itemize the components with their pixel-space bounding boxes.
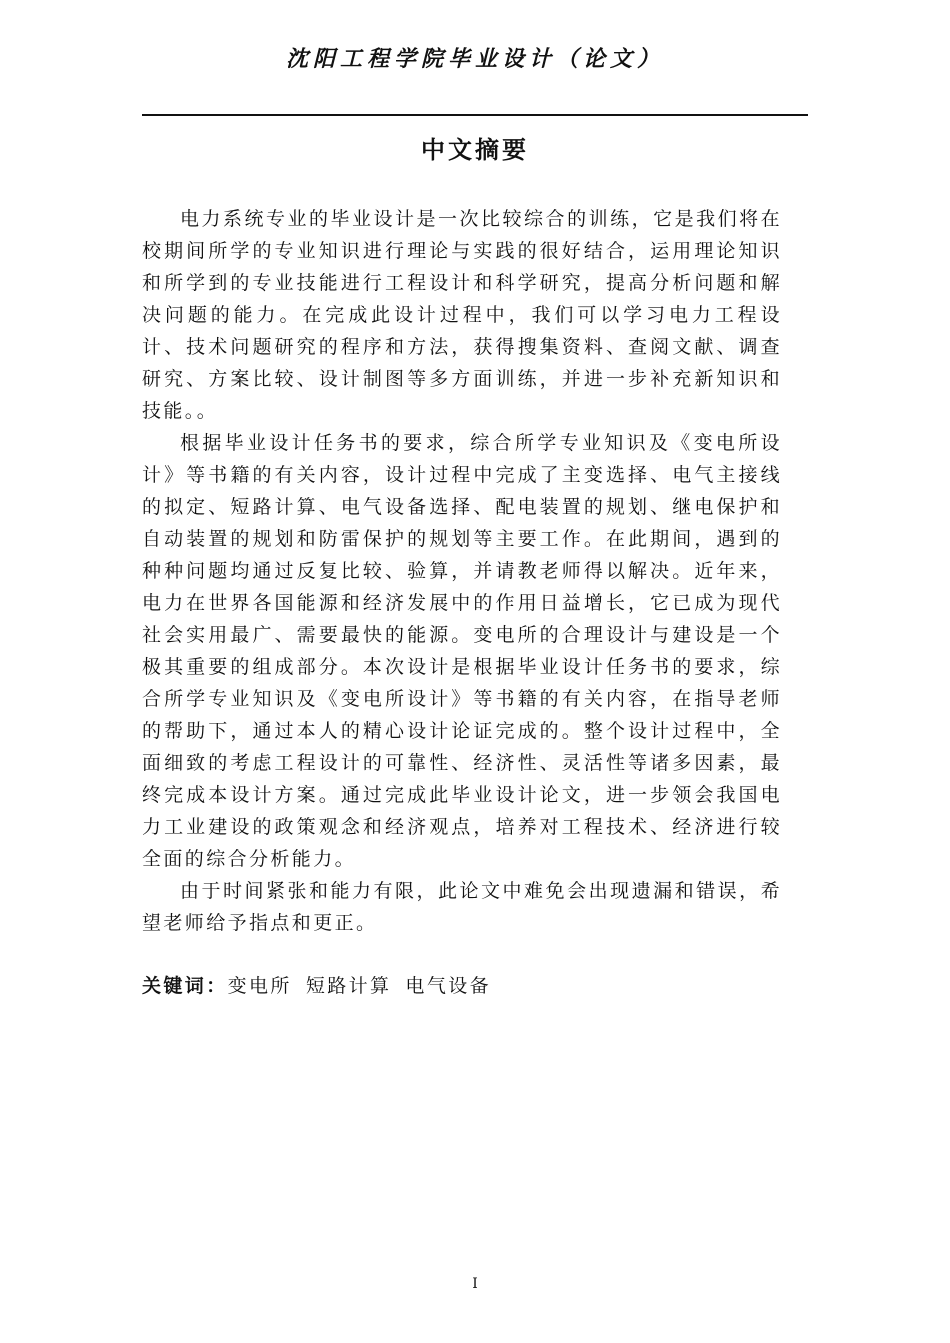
keyword-item: 短路计算 [305,975,392,997]
abstract-paragraph: 由于时间紧张和能力有限，此论文中难免会出现遗漏和错误，希望老师给予指点和更正。 [142,880,782,934]
abstract-paragraph: 根据毕业设计任务书的要求，综合所学专业知识及《变电所设计》等书籍的有关内容，设计过程中完成了主变选择、电气主接线的拟定、短路计算、电气设备选择、配电装置的规划、继电保护和自动装置的规划和防雷保护的规划等主要工作。在此期间，遇到的种种问题均通过反复比较、验算，并请教老师得以解决。近年来，电力在世界各国能源和经济发展中的作用日益增长，它已成为现代社会实用最广、需要最快的能源。变电所的合理设计与建设是一个极其重要的组成部分。本次设计是根据毕业设计任务书的要求，综合所学专业知识及《变电所设计》等书籍的有关内容，在指导老师的帮助下，通过本人的精心设计论证完成的。整个设计过程中，全面细致的考虑工程设计的可靠性、经济性、灵活性等诸多因素，最终完成本设计方案。通过完成此毕业设计论文，进一步领会我国电力工业建设的政策观念和经济观点，培养对工程技术、经济进行较全面的综合分析能力。 [142,432,782,870]
keyword-item: 电气设备 [405,975,492,997]
running-header: 沈阳工程学院毕业设计（论文） [285,46,664,72]
keywords-label: 关键词： [142,975,228,997]
page-title: 中文摘要 [421,136,529,164]
abstract-body [142,203,782,939]
keywords-line [142,970,782,1002]
abstract-paragraph: 电力系统专业的毕业设计是一次比较综合的训练，它是我们将在校期间所学的专业知识进行理论与实践的很好结合，运用理论知识和所学到的专业技能进行工程设计和科学研究，提高分析问题和解决问题的能力。在完成此设计过程中，我们可以学习电力工程设计、技术问题研究的程序和方法，获得搜集资料、查阅文献、调查研究、方案比较、设计制图等多方面训练，并进一步补充新知识和技能。。 [142,208,782,422]
header-rule [142,114,808,116]
page-number: I [472,1276,478,1292]
keyword-item: 变电所 [227,975,292,997]
